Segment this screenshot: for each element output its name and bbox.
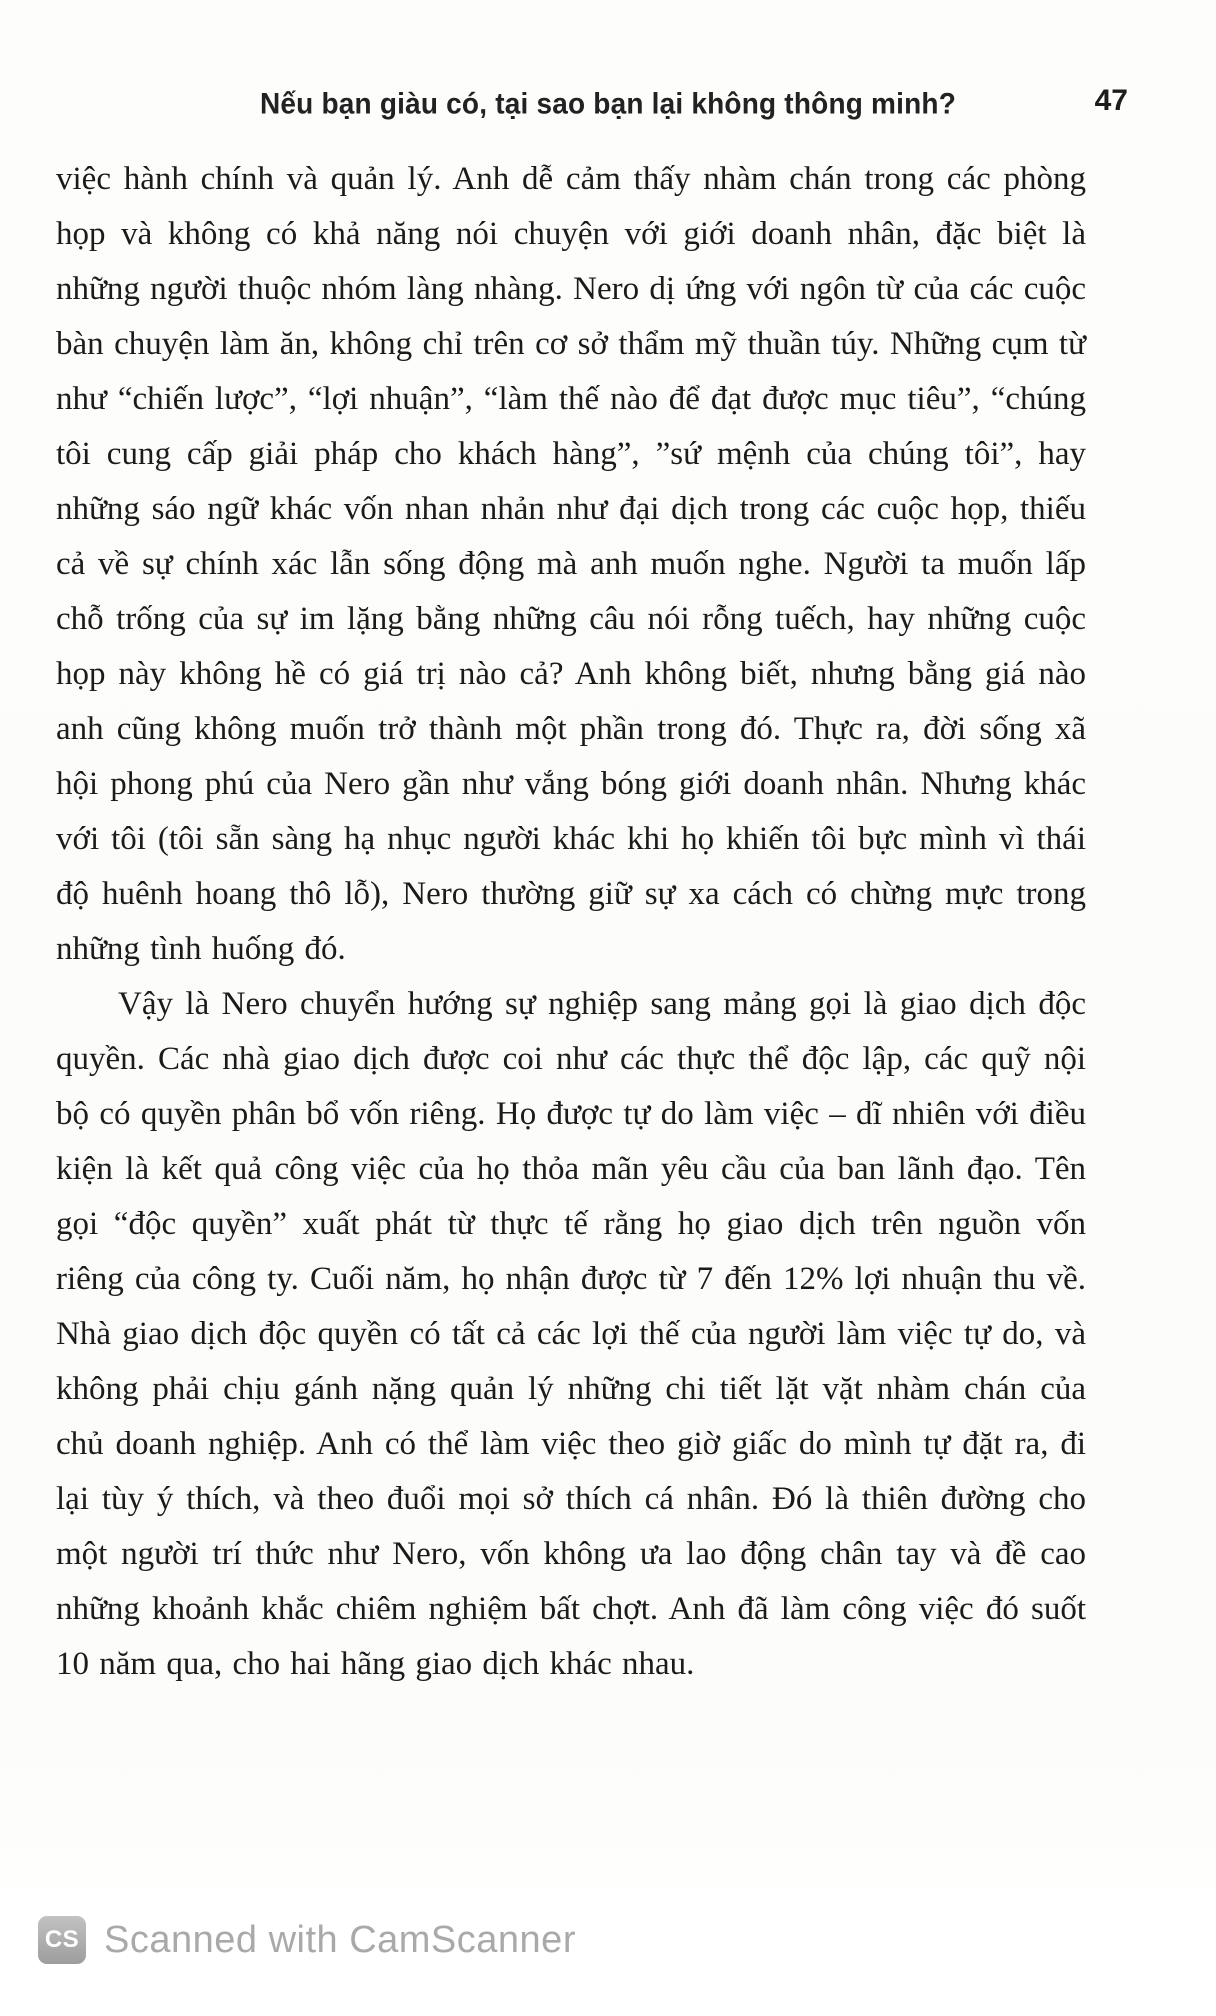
- page-header: [60, 84, 1156, 132]
- camscanner-logo-icon: CS: [38, 1916, 86, 1964]
- camscanner-watermark-text: Scanned with CamScanner: [104, 1918, 576, 1961]
- page-number: 47: [1094, 84, 1128, 117]
- page-body: [56, 152, 1086, 1692]
- paragraph-2: Vậy là Nero chuyển hướng sự nghiệp sang mảng gọi là giao dịch độc quyền. Các nhà giao dịch được coi như các thực thể độc lập, các quỹ nội bộ có quyền phân bổ vốn riêng. Họ được tự do làm việc – dĩ nhiên với điều kiện là kết quả công việc của họ thỏa mãn yêu cầu của ban lãnh đạo. Tên gọi “độc quyền” xuất phát từ thực tế rằng họ giao dịch trên nguồn vốn riêng của công ty. Cuối năm, họ nhận được từ 7 đến 12% lợi nhuận thu về. Nhà giao dịch độc quyền có tất cả các lợi thế của người làm việc tự do, và không phải chịu gánh nặng quản lý những chi tiết lặt vặt nhàm chán của chủ doanh nghiệp. Anh có thể làm việc theo giờ giấc do mình tự đặt ra, đi lại tùy ý thích, và theo đuổi mọi sở thích cá nhân. Đó là thiên đường cho một người trí thức như Nero, vốn không ưa lao động chân tay và đề cao những khoảnh khắc chiêm nghiệm bất chợt. Anh đã làm công việc đó suốt 10 năm qua, cho hai hãng giao dịch khác nhau.: [56, 986, 1086, 1682]
- camscanner-footer: [0, 1890, 1216, 2016]
- running-title: Nếu bạn giàu có, tại sao bạn lại không thông minh?: [259, 87, 957, 120]
- paragraph-1: việc hành chính và quản lý. Anh dễ cảm thấy nhàm chán trong các phòng họp và không có khả năng nói chuyện với giới doanh nhân, đặc biệt là những người thuộc nhóm làng nhàng. Nero dị ứng với ngôn từ của các cuộc bàn chuyện làm ăn, không chỉ trên cơ sở thẩm mỹ thuần túy. Những cụm từ như “chiến lược”, “lợi nhuận”, “làm thế nào để đạt được mục tiêu”, “chúng tôi cung cấp giải pháp cho khách hàng”, ”sứ mệnh của chúng tôi”, hay những sáo ngữ khác vốn nhan nhản như đại dịch trong các cuộc họp, thiếu cả về sự chính xác lẫn sống động mà anh muốn nghe. Người ta muốn lấp chỗ trống của sự im lặng bằng những câu nói rỗng tuếch, hay những cuộc họp này không hề có giá trị nào cả? Anh không biết, nhưng bằng giá nào anh cũng không muốn trở thành một phần trong đó. Thực ra, đời sống xã hội phong phú của Nero gần như vắng bóng giới doanh nhân. Nhưng khác với tôi (tôi sẵn sàng hạ nhục người khác khi họ khiến tôi bực mình vì thái độ huênh hoang thô lỗ), Nero thường giữ sự xa cách có chừng mực trong những tình huống đó.: [56, 161, 1086, 967]
